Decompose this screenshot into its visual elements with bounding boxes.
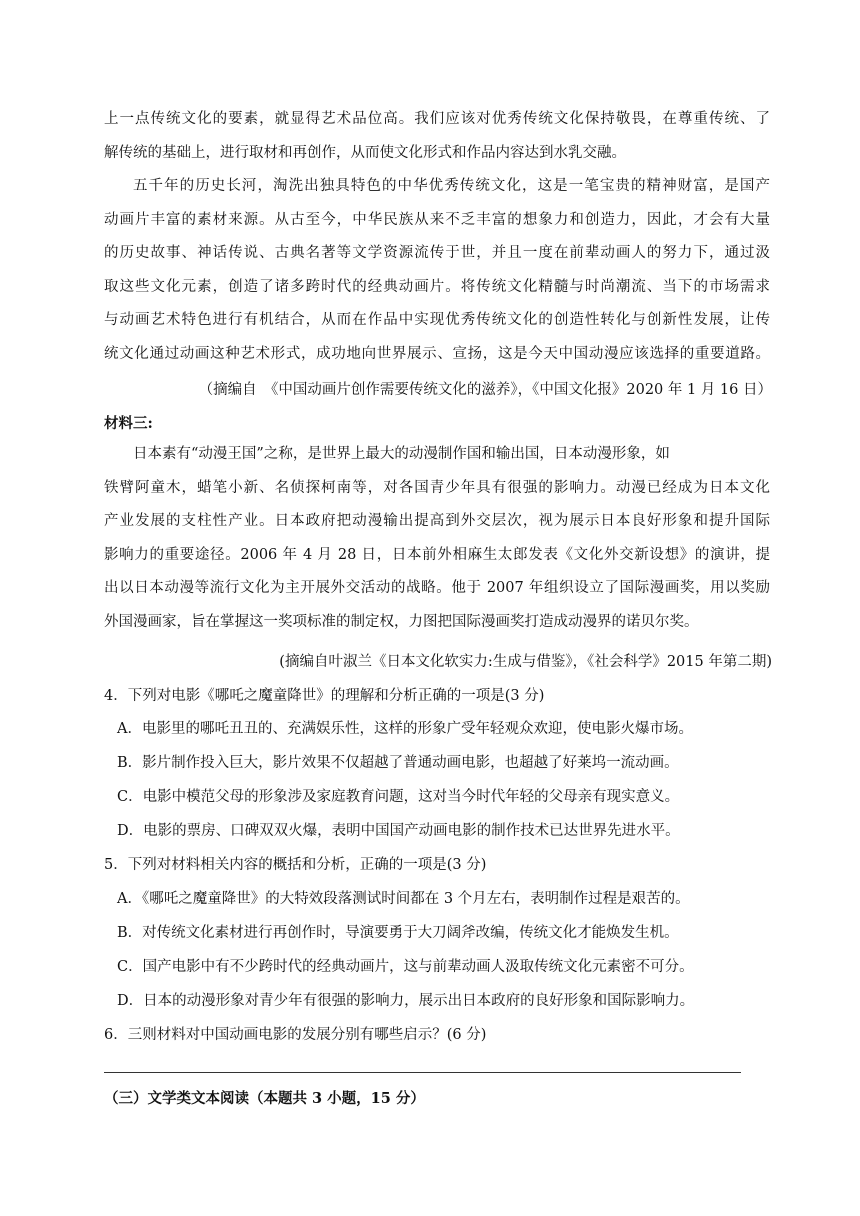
text-line: 上一点传统文化的要素，就显得艺术品位高。我们应该对优秀传统文化保持敬畏，在尊重传统、了 — [104, 111, 770, 127]
question-stem: 4．下列对电影《哪吒之魔童降世》的理解和分析正确的一项是(3 分) — [104, 688, 545, 704]
text-line: 铁臂阿童木，蜡笔小新、名侦探柯南等，对各国青少年具有很强的影响力。动漫已经成为日本文化 — [104, 479, 770, 496]
text-line: 五千年的历史长河，淘洗出独具特色的中华优秀传统文化，这是一笔宝贵的精神财富，是国产 — [133, 178, 770, 194]
section-heading: （三）文学类文本阅读（本题共 3 小题，15 分） — [104, 1090, 425, 1107]
paragraph-intro — [104, 103, 770, 170]
question-option: C．电影中模范父母的形象涉及家庭教育问题，这对当今时代年轻的父母亲有现实意义。 — [117, 789, 680, 805]
question-option: A．电影里的哪吒丑丑的、充满娱乐性，这样的形象广受年轻观众欢迎，使电影火爆市场。 — [117, 721, 693, 737]
text-line: 取这些文化元素，创造了诸多跨时代的经典动画片。将传统文化精髓与时尚潮流、当下的市场需求 — [104, 278, 770, 295]
paragraph-japan-anime — [104, 438, 770, 639]
question-stem: 6．三则材料对中国动画电影的发展分别有哪些启示？(6 分) — [104, 1027, 487, 1043]
text-line: 出以日本动漫等流行文化为主开展外交活动的战略。他于 2007 年组织设立了国际漫画奖，用以奖励 — [104, 580, 770, 596]
question-option: C．国产电影中有不少跨时代的经典动画片，这与前辈动画人汲取传统文化元素密不可分。 — [117, 959, 694, 975]
divider — [104, 1072, 741, 1073]
text-line: 日本素有“动漫王国”之称，是世界上最大的动漫制作国和输出国，日本动漫形象，如 — [133, 446, 670, 462]
question-stem: 5．下列对材料相关内容的概括和分析，正确的一项是(3 分) — [104, 857, 487, 873]
source-citation: (摘编自叶淑兰《日本文化软实力:生成与借鉴》，《社会科学》2015 年第二期) — [279, 654, 772, 670]
question-option: B．影片制作投入巨大，影片效果不仅超越了普通动画电影，也超越了好莱坞一流动画。 — [117, 755, 679, 771]
text-line: 的历史故事、神话传说、古典名著等文学资源流传于世，并且一度在前辈动画人的努力下，通过汲 — [104, 245, 770, 261]
text-line: 影响力的重要途径。2006 年 4 月 28 日，日本前外相麻生太郎发表《文化外交新设想》的演讲，提 — [104, 546, 770, 563]
question-option: D．日本的动漫形象对青少年有很强的影响力，展示出日本政府的良好形象和国际影响力。 — [117, 993, 695, 1009]
text-line: 统文化通过动画这种艺术形式，成功地向世界展示、宣扬，这是今天中国动漫应该选择的重要道路。 — [104, 345, 770, 362]
text-line: 解传统的基础上，进行取材和再创作，从而使文化形式和作品内容达到水乳交融。 — [104, 144, 626, 161]
text-line: 与动画艺术特色进行有机结合，从而在作品中实现优秀传统文化的创造性转化与创新性发展，让传 — [104, 312, 770, 328]
material-heading: 材料三: — [104, 415, 153, 432]
question-option: A．《哪吒之魔童降世》的大特效段落测试时间都在 3 个月左右，表明制作过程是艰苦的。 — [117, 891, 690, 907]
text-line: 产业发展的支柱性产业。日本政府把动漫输出提高到外交层次，视为展示日本良好形象和提升国际 — [104, 513, 770, 529]
question-option: D．电影的票房、口碑双双火爆，表明中国国产动画电影的制作技术已达世界先进水平。 — [117, 823, 680, 839]
text-line: 外国漫画家，旨在掌握这一奖项标准的制定权，力图把国际漫画奖打造成动漫界的诺贝尔奖。 — [104, 613, 699, 630]
source-citation: （摘编自 《中国动画片创作需要传统文化的滋养》，《中国文化报》2020 年 1 月 16 日） — [198, 382, 772, 398]
text-line: 动画片丰富的素材来源。从古至今，中华民族从来不乏丰富的想象力和创造力，因此，才会有大量 — [104, 211, 770, 228]
question-option: B．对传统文化素材进行再创作时，导演要勇于大刀阔斧改编，传统文化才能焕发生机。 — [117, 925, 679, 941]
paragraph-traditional-culture — [104, 170, 770, 371]
